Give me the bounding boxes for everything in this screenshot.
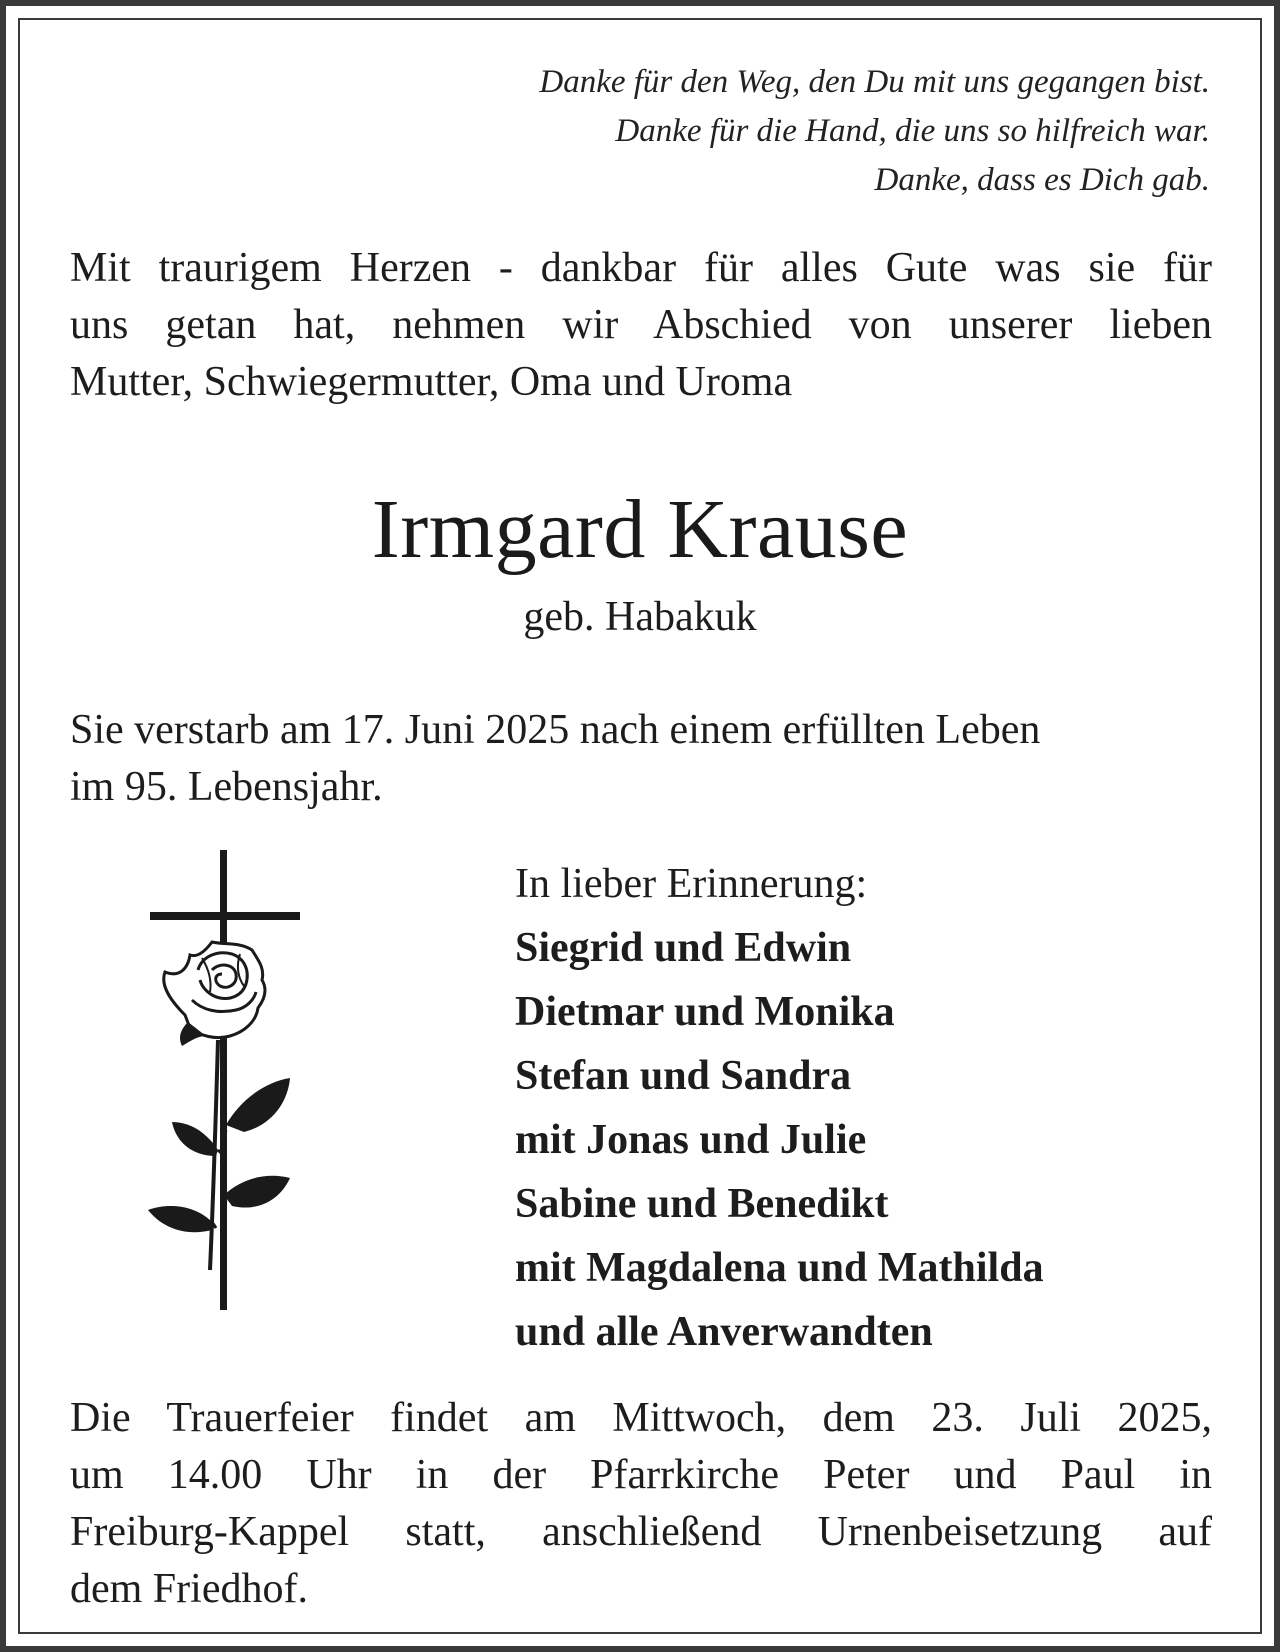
death-line: im 95. Lebensjahr. [70,764,383,810]
death-line: Sie verstarb am 17. Juni 2025 nach einem erfüllten Leben [70,707,1041,753]
service-line: Die Trauerfeier findet am Mittwoch, dem 23. Juli 2025, [70,1395,1212,1441]
mourner-entry: Sabine und Benedikt [515,1181,889,1227]
mourner-entry: und alle Anverwandten [515,1309,933,1355]
intro-line: Mit traurigem Herzen - dankbar für alles Gute was sie für [70,245,1212,291]
motto-verse [539,58,1210,205]
birth-name: geb. Habakuk [523,594,757,640]
cross-with-rose-icon [140,850,310,1330]
mourner-entry: Stefan und Sandra [515,1053,852,1099]
motto-line: Danke für die Hand, die uns so hilfreich war. [615,113,1210,149]
service-line: Freiburg-Kappel statt, anschließend Urnenbeisetzung auf [70,1509,1212,1555]
service-line: um 14.00 Uhr in der Pfarrkirche Peter und Paul in [70,1452,1212,1498]
intro-line: uns getan hat, nehmen wir Abschied von unserer lieben [70,302,1212,348]
funeral-service-notice [70,1390,1212,1618]
deceased-name: Irmgard Krause [371,483,909,576]
mourners-list [515,852,1044,1364]
service-line: dem Friedhof. [70,1566,308,1612]
intro-paragraph [70,240,1212,411]
motto-line: Danke, dass es Dich gab. [874,162,1210,198]
mourner-entry: Siegrid und Edwin [515,925,852,971]
mourner-entry: Dietmar und Monika [515,989,895,1035]
death-notice [70,702,1212,816]
mourner-entry: mit Magdalena und Mathilda [515,1245,1044,1291]
mourners-heading: In lieber Erinnerung: [515,861,868,907]
intro-line: Mutter, Schwiegermutter, Oma und Uroma [70,359,793,405]
mourner-entry: mit Jonas und Julie [515,1117,867,1163]
motto-line: Danke für den Weg, den Du mit uns gegangen bist. [539,64,1210,100]
